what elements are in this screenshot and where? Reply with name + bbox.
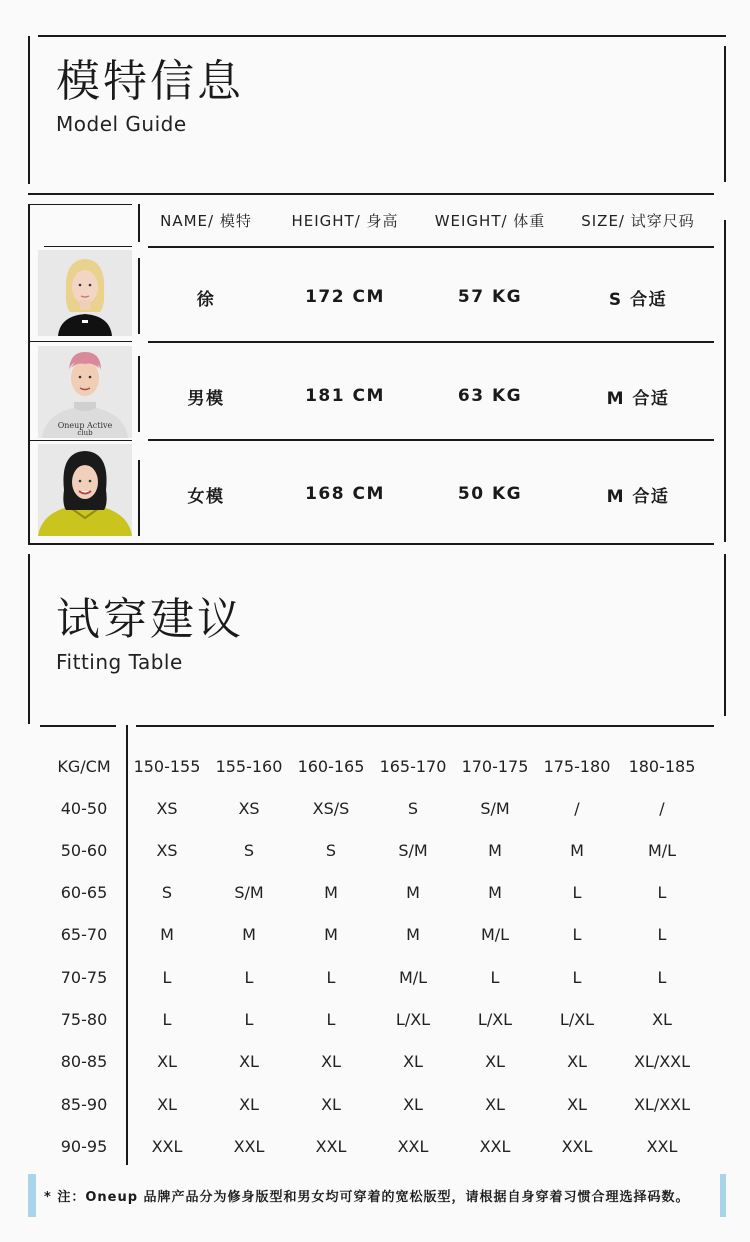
model-1-name: 徐 bbox=[196, 289, 216, 310]
model-row1-vline bbox=[138, 258, 140, 334]
note-text: * 注：Oneup 品牌产品分为修身版型和男女均可穿着的宽松版型，请根据自身穿着习惯合理选择码数。 bbox=[36, 1174, 720, 1217]
model-table-left-border bbox=[28, 204, 30, 544]
size-cell-r7-c4: XL bbox=[403, 1052, 423, 1072]
model-2-name: 男模 bbox=[187, 388, 225, 409]
model-table-top-left-line bbox=[30, 204, 132, 205]
model-photo-3 bbox=[38, 444, 132, 536]
size-cell-r1-c2: XS bbox=[238, 798, 260, 818]
model-guide-title-en: Model Guide bbox=[56, 112, 187, 136]
size-cell-r4-c3: M bbox=[324, 925, 338, 945]
section1-divider bbox=[28, 193, 714, 195]
size-cell-r8-c7: XL/XXL bbox=[633, 1094, 691, 1114]
size-cell-r5-c2: L bbox=[244, 967, 254, 987]
weight-label-85-90: 85-90 bbox=[60, 1094, 108, 1114]
size-cell-r9-c4: XXL bbox=[397, 1136, 429, 1156]
model-header-vline bbox=[138, 204, 140, 242]
model-header-bottom-right bbox=[148, 246, 714, 248]
size-cell-r1-c3: XS/S bbox=[312, 798, 350, 818]
size-cell-r1-c5: S/M bbox=[480, 798, 510, 818]
height-header-180-185: 180-185 bbox=[628, 756, 696, 776]
size-cell-r6-c6: L/XL bbox=[559, 1010, 595, 1029]
size-cell-r2-c5: M bbox=[488, 840, 502, 860]
size-cell-r7-c2: XL bbox=[239, 1052, 259, 1072]
model-2-height: 181 CM bbox=[305, 386, 385, 406]
weight-label-90-95: 90-95 bbox=[60, 1136, 108, 1156]
model-row2-bottom-left bbox=[30, 440, 132, 441]
header-height: HEIGHT/ 身高 bbox=[291, 211, 399, 230]
size-cell-r5-c6: L bbox=[572, 967, 582, 987]
weight-label-50-60: 50-60 bbox=[60, 840, 108, 860]
size-cell-r7-c3: XL bbox=[321, 1052, 341, 1072]
size-cell-r9-c2: XXL bbox=[233, 1136, 265, 1156]
size-cell-r2-c3: S bbox=[325, 840, 337, 860]
model-row1-bottom-right bbox=[148, 341, 714, 343]
model-header-bottom-left bbox=[44, 246, 132, 247]
size-cell-r7-c1: XL bbox=[157, 1052, 177, 1072]
section2-left-border bbox=[28, 554, 30, 724]
size-cell-r2-c2: S bbox=[243, 840, 255, 860]
size-cell-r9-c3: XXL bbox=[315, 1136, 347, 1156]
header-size: SIZE/ 试穿尺码 bbox=[581, 211, 695, 230]
model-table-bottom-line bbox=[28, 543, 714, 545]
header-weight: WEIGHT/ 体重 bbox=[434, 211, 546, 230]
weight-label-60-65: 60-65 bbox=[60, 883, 108, 903]
fitting-table-top-left-line bbox=[40, 725, 116, 727]
size-cell-r3-c7: L bbox=[657, 883, 667, 903]
size-cell-r9-c5: XXL bbox=[479, 1136, 511, 1156]
size-cell-r1-c4: S bbox=[407, 798, 419, 818]
size-cell-r6-c3: L bbox=[326, 1010, 336, 1029]
size-cell-r5-c1: L bbox=[162, 967, 172, 987]
model-1-height: 172 CM bbox=[305, 287, 385, 307]
model-3-name: 女模 bbox=[187, 486, 225, 507]
size-cell-r9-c6: XXL bbox=[561, 1136, 593, 1156]
size-cell-r8-c6: XL bbox=[567, 1094, 587, 1114]
model-row2-bottom-right bbox=[148, 439, 714, 441]
size-cell-r5-c7: L bbox=[657, 967, 667, 987]
size-cell-r6-c2: L bbox=[244, 1010, 254, 1029]
size-cell-r3-c3: M bbox=[324, 883, 338, 903]
height-header-175-180: 175-180 bbox=[543, 756, 611, 776]
fitting-table-title-en: Fitting Table bbox=[56, 650, 183, 674]
model-1-weight: 57 KG bbox=[457, 287, 523, 307]
size-cell-r2-c7: M/L bbox=[647, 840, 677, 860]
height-header-160-165: 160-165 bbox=[297, 756, 365, 776]
size-cell-r4-c1: M bbox=[160, 925, 174, 945]
size-cell-r6-c7: XL bbox=[652, 1010, 672, 1029]
size-cell-r8-c3: XL bbox=[321, 1094, 341, 1114]
size-cell-r6-c5: L/XL bbox=[477, 1010, 513, 1029]
size-cell-r4-c7: L bbox=[657, 925, 667, 945]
size-cell-r5-c5: L bbox=[490, 967, 500, 987]
size-cell-r9-c1: XXL bbox=[151, 1136, 183, 1156]
size-cell-r3-c6: L bbox=[572, 883, 582, 903]
model-3-size: M 合适 bbox=[606, 486, 670, 507]
weight-label-65-70: 65-70 bbox=[60, 925, 108, 945]
height-header-150-155: 150-155 bbox=[133, 756, 201, 776]
model-row1-bottom-left bbox=[30, 341, 132, 342]
size-cell-r3-c5: M bbox=[488, 883, 502, 903]
model-3-height: 168 CM bbox=[305, 484, 385, 504]
svg-text:club: club bbox=[77, 429, 93, 437]
header-name: NAME/ 模特 bbox=[160, 211, 252, 230]
size-cell-r4-c5: M/L bbox=[480, 925, 510, 945]
model-1-size: S 合适 bbox=[608, 289, 668, 310]
model-row3-vline bbox=[138, 460, 140, 536]
size-cell-r1-c1: XS bbox=[156, 798, 178, 818]
size-cell-r2-c4: S/M bbox=[398, 840, 428, 860]
model-3-weight: 50 KG bbox=[457, 484, 523, 504]
size-cell-r4-c4: M bbox=[406, 925, 420, 945]
size-cell-r1-c7: / bbox=[659, 798, 665, 818]
size-cell-r8-c1: XL bbox=[157, 1094, 177, 1114]
size-cell-r5-c4: M/L bbox=[398, 967, 428, 987]
size-cell-r2-c1: XS bbox=[156, 840, 178, 860]
model-table-right-border bbox=[724, 220, 726, 542]
fitting-corner-label: KG/CM bbox=[57, 756, 111, 776]
size-cell-r8-c2: XL bbox=[239, 1094, 259, 1114]
size-cell-r2-c6: M bbox=[570, 840, 584, 860]
size-cell-r6-c1: L bbox=[162, 1010, 172, 1029]
section1-top-border bbox=[38, 35, 726, 37]
height-header-165-170: 165-170 bbox=[379, 756, 447, 776]
section1-right-border bbox=[724, 46, 726, 182]
size-cell-r9-c7: XXL bbox=[646, 1136, 678, 1156]
size-cell-r4-c6: L bbox=[572, 925, 582, 945]
note-bar bbox=[28, 1174, 726, 1217]
weight-label-75-80: 75-80 bbox=[60, 1010, 108, 1029]
size-cell-r5-c3: L bbox=[326, 967, 336, 987]
size-cell-r6-c4: L/XL bbox=[395, 1010, 431, 1029]
weight-label-80-85: 80-85 bbox=[60, 1052, 108, 1072]
section1-left-border bbox=[28, 36, 30, 184]
model-photo-1 bbox=[38, 250, 132, 336]
size-cell-r3-c4: M bbox=[406, 883, 420, 903]
model-2-portrait-icon bbox=[38, 346, 132, 438]
height-header-155-160: 155-160 bbox=[215, 756, 283, 776]
size-cell-r7-c7: XL/XXL bbox=[633, 1052, 691, 1072]
model-row2-vline bbox=[138, 356, 140, 432]
model-3-portrait-icon bbox=[38, 444, 132, 536]
weight-label-40-50: 40-50 bbox=[60, 798, 108, 818]
model-2-weight: 63 KG bbox=[457, 386, 523, 406]
model-guide-title-cn: 模特信息 bbox=[56, 56, 244, 107]
height-header-170-175: 170-175 bbox=[461, 756, 529, 776]
size-cell-r4-c2: M bbox=[242, 925, 256, 945]
model-1-portrait-icon bbox=[38, 250, 132, 336]
svg-text:Oneup Active: Oneup Active bbox=[57, 421, 113, 430]
size-cell-r1-c6: / bbox=[574, 798, 580, 818]
size-cell-r3-c1: S bbox=[161, 883, 173, 903]
model-2-size: M 合适 bbox=[606, 388, 670, 409]
size-cell-r3-c2: S/M bbox=[234, 883, 264, 903]
size-cell-r7-c6: XL bbox=[567, 1052, 587, 1072]
fitting-table-title-cn: 试穿建议 bbox=[56, 594, 244, 645]
weight-label-70-75: 70-75 bbox=[60, 967, 108, 987]
fitting-table-top-right-line bbox=[136, 725, 714, 727]
size-cell-r7-c5: XL bbox=[485, 1052, 505, 1072]
size-cell-r8-c4: XL bbox=[403, 1094, 423, 1114]
size-cell-r8-c5: XL bbox=[485, 1094, 505, 1114]
model-photo-2 bbox=[38, 346, 132, 438]
section2-right-border bbox=[724, 554, 726, 716]
